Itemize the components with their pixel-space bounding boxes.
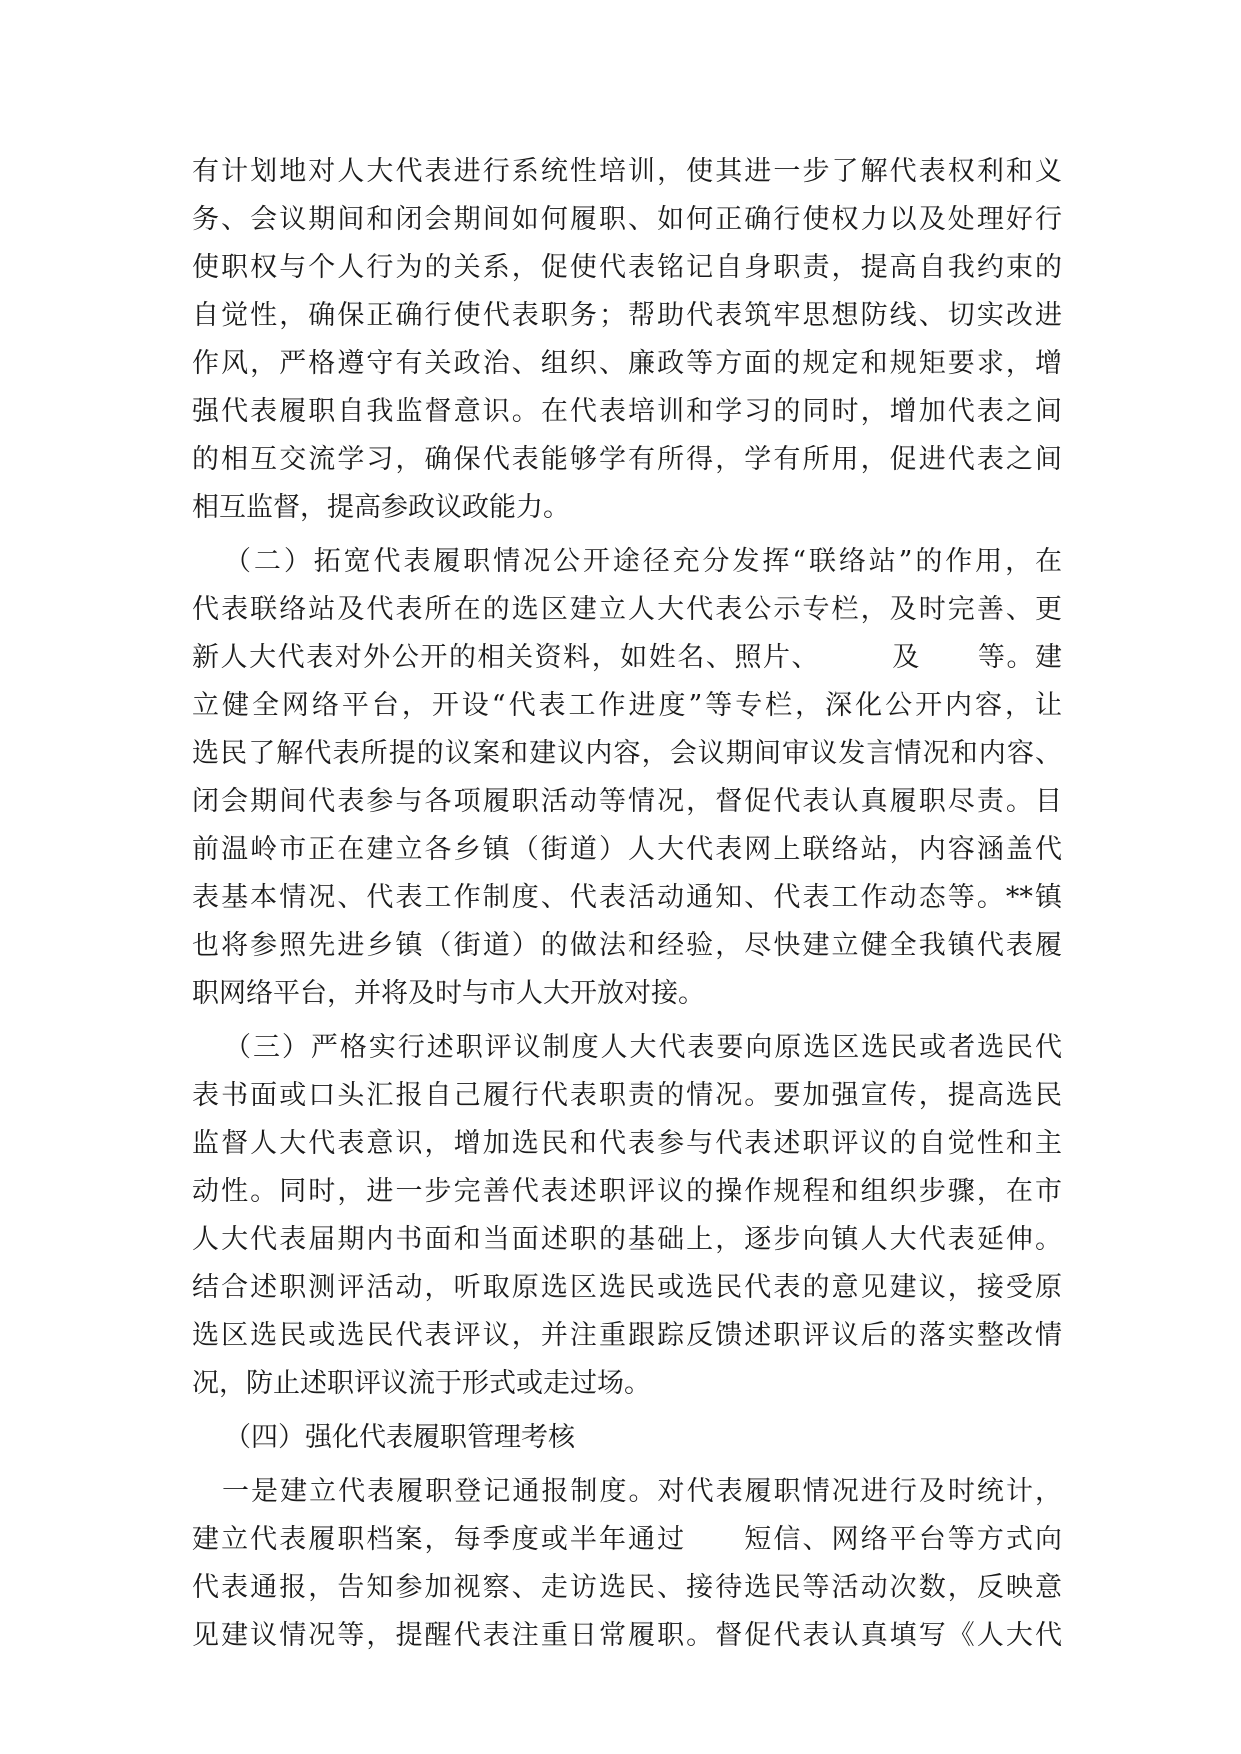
text-line: 立健全网络平台，开设“代表工作进度”等专栏，深化公开内容，让 — [192, 690, 1062, 721]
text-line: 职网络平台，并将及时与市人大开放对接。 — [192, 978, 705, 1009]
text-line: 相互监督，提高参政议政能力。 — [192, 492, 570, 523]
text-line: 表基本情况、代表工作制度、代表活动通知、代表工作动态等。**镇 — [192, 882, 1062, 913]
text-line: 务、会议期间和闭会期间如何履职、如何正确行使权力以及处理好行 — [192, 204, 1062, 235]
text-line: 也将参照先进乡镇（街道）的做法和经验，尽快建立健全我镇代表履 — [192, 930, 1062, 961]
text-line: 使职权与个人行为的关系，促使代表铭记自身职责，提高自我约束的 — [192, 252, 1062, 283]
text-line: 选区选民或选民代表评议，并注重跟踪反馈述职评议后的落实整改情 — [192, 1320, 1062, 1351]
text-line: 人大代表届期内书面和当面述职的基础上，逐步向镇人大代表延伸。 — [192, 1224, 1062, 1255]
paragraph-section-2 — [192, 538, 1062, 1018]
text-line: 代表联络站及代表所在的选区建立人大代表公示专栏，及时完善、更 — [192, 594, 1062, 625]
text-line: 况，防止述职评议流于形式或走过场。 — [192, 1368, 651, 1399]
text-line: 选民了解代表所提的议案和建议内容，会议期间审议发言情况和内容、 — [192, 738, 1062, 769]
text-line: 作风，严格遵守有关政治、组织、廉政等方面的规定和规矩要求，增 — [192, 348, 1062, 379]
text-line: 见建议情况等，提醒代表注重日常履职。督促代表认真填写《人大代 — [192, 1620, 1062, 1651]
text-line: 自觉性，确保正确行使代表职务；帮助代表筑牢思想防线、切实改进 — [192, 300, 1062, 331]
section-heading-4: （四）强化代表履职管理考核 — [224, 1422, 575, 1453]
text-line: 动性。同时，进一步完善代表述职评议的操作规程和组织步骤，在市 — [192, 1176, 1062, 1207]
text-line: 代表通报，告知参加视察、走访选民、接待选民等活动次数，反映意 — [192, 1572, 1062, 1603]
text-line: 建立代表履职档案，每季度或半年通过 短信、网络平台等方式向 — [192, 1524, 1062, 1555]
text-line: 一是建立代表履职登记通报制度。对代表履职情况进行及时统计， — [222, 1476, 1062, 1507]
text-line: 有计划地对人大代表进行系统性培训，使其进一步了解代表权利和义 — [192, 156, 1062, 187]
paragraph-section-4 — [192, 1414, 1062, 1462]
text-line: 监督人大代表意识，增加选民和代表参与代表述职评议的自觉性和主 — [192, 1128, 1062, 1159]
text-line: 闭会期间代表参与各项履职活动等情况，督促代表认真履职尽责。目 — [192, 786, 1062, 817]
text-line: 新人大代表对外公开的相关资料，如姓名、照片、 及 等。建 — [192, 642, 1062, 673]
text-line: 前温岭市正在建立各乡镇（街道）人大代表网上联络站，内容涵盖代 — [192, 834, 1062, 865]
document-body — [192, 148, 1062, 1660]
text-line: 强代表履职自我监督意识。在代表培训和学习的同时，增加代表之间 — [192, 396, 1062, 427]
section-heading-3: （三）严格实行述职评议制度人大代表要向原选区选民或者选民代 — [224, 1032, 1062, 1063]
section-heading-2: （二）拓宽代表履职情况公开途径充分发挥“联络站”的作用，在 — [224, 546, 1062, 577]
paragraph-section-3 — [192, 1024, 1062, 1408]
text-line: 表书面或口头汇报自己履行代表职责的情况。要加强宣传，提高选民 — [192, 1080, 1062, 1111]
text-line: 的相互交流学习，确保代表能够学有所得，学有所用，促进代表之间 — [192, 444, 1062, 475]
text-line: 结合述职测评活动，听取原选区选民或选民代表的意见建议，接受原 — [192, 1272, 1062, 1303]
paragraph-registration — [192, 1468, 1062, 1660]
paragraph-training — [192, 148, 1062, 532]
